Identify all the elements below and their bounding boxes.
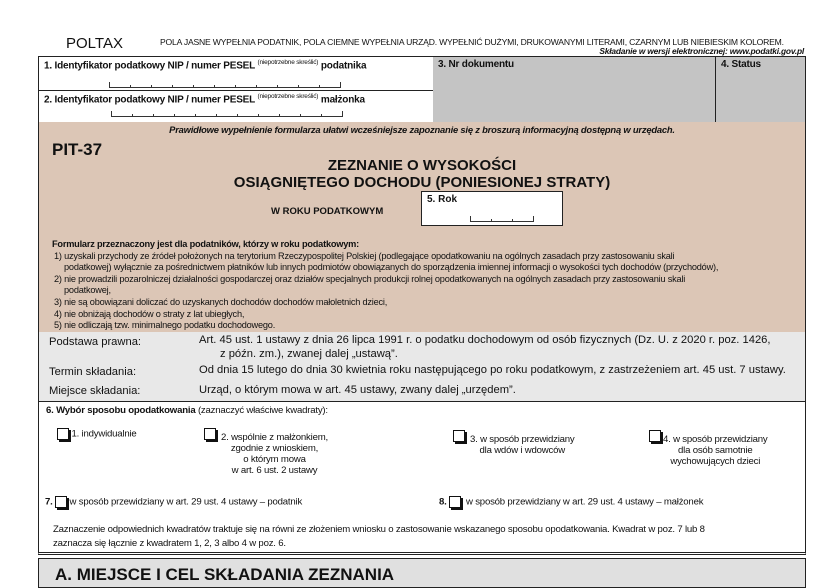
option-2-joint[interactable]	[204, 428, 328, 476]
legal-info-section	[38, 332, 806, 402]
field-suffix: małżonka	[320, 94, 365, 106]
purpose-item: 5) nie odliczają tzw. minimalnego podatku dochodowego.	[54, 320, 276, 331]
form-title	[39, 157, 805, 191]
digit-ticks	[111, 111, 343, 117]
option-label: 4. w sposób przewidziany	[663, 434, 768, 445]
purpose-item: podatkowej,	[64, 285, 111, 296]
field-2-spouse-id[interactable]	[38, 90, 434, 123]
purpose-item: 2) nie prowadzili pozarolniczej działalności gospodarczej oraz działów specjalnych produkcji rolnej opodatkowanych na ogólnych zasadach przy zastosowaniu skali	[54, 273, 686, 284]
section-title: 6. Wybór sposobu opodatkowania	[46, 405, 196, 416]
option-7-taxpayer[interactable]	[45, 496, 302, 508]
option-label: w art. 6 ust. 2 ustawy	[231, 465, 318, 476]
field-label: 3. Nr dokumentu	[438, 59, 514, 70]
fill-instructions: POLA JASNE WYPEŁNIA PODATNIK, POLA CIEMNE WYPEŁNIA URZĄD. WYPEŁNIĆ DUŻYMI, DRUKOWANYMI LITERAMI, CZARNYM LUB NIEBIESKIM KOLOREM.	[160, 37, 784, 47]
form-code: PIT-37	[52, 140, 103, 159]
purpose-item: podatkowej) wyłącznie za pośrednictwem płatników lub innych podmiotów obowiązanych do sporządzenia imiennej informacji o wysokości tych dochodów (przychodów),	[64, 262, 719, 273]
legal-basis-label: Podstawa prawna:	[49, 336, 142, 348]
option-number: 8.	[439, 496, 447, 508]
option-label: w sposób przewidziany w art. 29 ust. 4 ustawy – podatnik	[69, 496, 303, 508]
option-3-widowed[interactable]	[453, 430, 575, 456]
checkbox[interactable]	[57, 428, 69, 440]
purpose-item: 3) nie są obowiązani doliczać do uzyskanych dochodów dochodów małoletnich dzieci,	[54, 296, 388, 307]
option-label: 2. wspólnie z małżonkiem,	[221, 432, 328, 443]
section-a-header	[38, 558, 806, 588]
field-suffix: podatnika	[320, 60, 367, 72]
option-8-spouse[interactable]	[439, 496, 703, 508]
title-line: ZEZNANIE O WYSOKOŚCI	[327, 157, 517, 174]
purpose-item: 1) uzyskali przychody ze źródeł położonych na terytorium Rzeczypospolitej Polskiej (podlegające opodatkowaniu na ogólnych zasadach przy zastosowaniu skali	[54, 250, 675, 261]
field-label: 2. Identyfikator podatkowy NIP / numer PESEL	[44, 94, 255, 106]
option-label: 1. indywidualnie	[71, 428, 137, 440]
purpose-heading: Formularz przeznaczony jest dla podatników, którzy w roku podatkowym:	[52, 239, 359, 249]
option-label: w sposób przewidziany w art. 29 ust. 4 ustawy – małżonek	[466, 496, 704, 508]
deadline-label: Termin składania:	[49, 366, 137, 378]
option-label: o którym mowa	[243, 454, 306, 465]
field-note: (niepotrzebne skreślić)	[257, 93, 319, 100]
option-1-individual[interactable]	[57, 428, 137, 440]
checkbox[interactable]	[649, 430, 661, 442]
form-intro-section	[38, 122, 806, 334]
option-label: wychowujących dzieci	[670, 456, 761, 467]
digit-ticks	[109, 82, 341, 88]
place-value: Urząd, o którym mowa w art. 45 ustawy, zwany dalej „urzędem”.	[199, 384, 516, 396]
checkbox[interactable]	[204, 428, 216, 440]
option-label: dla osób samotnie	[678, 445, 753, 456]
field-1-taxpayer-id[interactable]	[38, 56, 434, 91]
note-line: zaznacza się łącznie z kwadratem 1, 2, 3 albo 4 w poz. 6.	[53, 538, 286, 549]
option-number: 7.	[45, 496, 53, 508]
section-title: A. MIEJSCE I CEL SKŁADANIA ZEZNANIA	[55, 565, 395, 584]
field-label: 4. Status	[721, 59, 761, 70]
section-6-note	[53, 523, 705, 551]
brochure-hint: Prawidłowe wypełnienie formularza ułatwi wcześniejsze zapoznanie się z broszurą informacyjną dostępną w urzędach.	[169, 124, 675, 135]
section-hint: (zaznaczyć właściwe kwadraty):	[197, 405, 328, 416]
field-label: 5. Rok	[427, 194, 458, 205]
place-label: Miejsce składania:	[49, 385, 141, 397]
checkbox[interactable]	[55, 496, 67, 508]
section-6-taxation-method	[38, 401, 806, 555]
legal-basis-value: Art. 45 ust. 1 ustawy z dnia 26 lipca 1991 r. o podatku dochodowym od osób fizycznych (Dz. U. z 2020 r. poz. 1426,	[199, 334, 771, 346]
option-label: dla wdów i wdowców	[479, 445, 565, 456]
deadline-value: Od dnia 15 lutego do dnia 30 kwietnia roku następującego po roku podatkowym, z zastrzeżeniem art. 45 ust. 7 ustawy.	[199, 364, 786, 376]
field-label: 1. Identyfikator podatkowy NIP / numer PESEL	[44, 60, 255, 72]
checkbox[interactable]	[449, 496, 461, 508]
purpose-list	[52, 239, 718, 332]
purpose-item: 4) nie obniżają dochodów o straty z lat ubiegłych,	[54, 308, 245, 319]
field-3-document-number	[433, 56, 716, 123]
brand-logo: POLTAX	[66, 35, 123, 52]
electronic-filing-note: Składanie w wersji elektronicznej: www.podatki.gov.pl	[599, 46, 804, 56]
checkbox[interactable]	[453, 430, 465, 442]
option-label: zgodnie z wnioskiem,	[230, 443, 319, 454]
field-note: (niepotrzebne skreślić)	[257, 59, 319, 66]
note-line: Zaznaczenie odpowiednich kwadratów traktuje się na równi ze złożeniem wniosku o zastosowanie wskazanego sposobu opodatkowania. Kwadrat w poz. 7 lub 8	[53, 524, 705, 535]
field-4-status	[715, 56, 806, 123]
tax-year-label: W ROKU PODATKOWYM	[271, 206, 384, 217]
legal-basis-value: z późn. zm.), zwanej dalej „ustawą”.	[220, 348, 398, 360]
option-label: 3. w sposób przewidziany	[470, 434, 575, 445]
title-line: OSIĄGNIĘTEGO DOCHODU (PONIESIONEJ STRATY)	[233, 174, 611, 191]
field-5-year[interactable]	[421, 191, 563, 226]
option-4-single-parent[interactable]	[649, 430, 768, 467]
digit-ticks	[470, 216, 534, 222]
